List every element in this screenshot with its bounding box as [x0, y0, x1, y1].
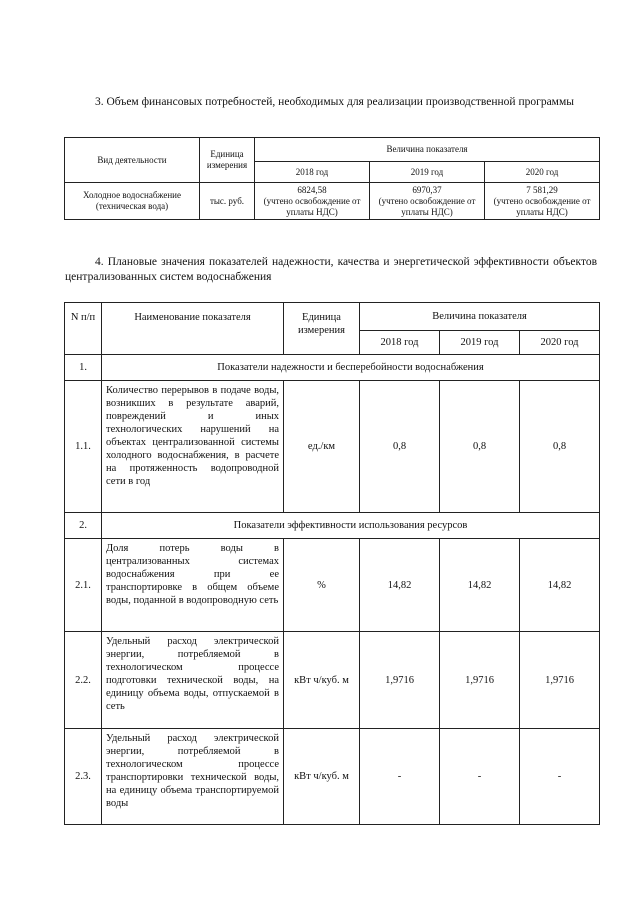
indicator-unit: ед./км: [284, 381, 360, 513]
indicator-value: 14,82: [440, 539, 520, 632]
header-year: 2020 год: [485, 162, 600, 183]
section-4-heading: 4. Плановые значения показателей надежности, качества и энергетической эффективности объектов централизованных систем водоснабжения: [65, 256, 597, 283]
indicator-name: Удельный расход электрической энергии, потребляемой в технологическом процессе транспортировки технической воды, на единицу объема транспортируемой воды: [102, 729, 284, 825]
section-3-heading: 3. Объем финансовых потребностей, необходимых для реализации производственной программы: [95, 96, 574, 108]
header-activity: Вид деятельности: [65, 138, 200, 183]
value-note: (учтено освобождение от уплаты НДС): [263, 195, 361, 217]
section-title: Показатели эффективности использования ресурсов: [102, 513, 600, 539]
header-year: 2018 год: [360, 331, 440, 355]
indicator-value: 14,82: [520, 539, 600, 632]
indicator-value: 1,9716: [360, 632, 440, 729]
section-num: 2.: [65, 513, 102, 539]
table-row: [65, 381, 600, 513]
indicator-unit: %: [284, 539, 360, 632]
table-row: [65, 729, 600, 825]
section-num: 1.: [65, 355, 102, 381]
indicator-name: Удельный расход электрической энергии, потребляемой в технологическом процессе подготовки технической воды, на единицу объема воды, отпускаемой в сеть: [102, 632, 284, 729]
header-value: Величина показателя: [255, 138, 600, 162]
indicator-value: -: [440, 729, 520, 825]
indicator-value: -: [360, 729, 440, 825]
value-amount: 6824,58: [297, 184, 327, 195]
indicator-unit: кВт ч/куб. м: [284, 729, 360, 825]
indicators-table: [64, 302, 600, 825]
section-title: Показатели надежности и бесперебойности водоснабжения: [102, 355, 600, 381]
header-unit: Единица измерения: [284, 303, 360, 355]
header-value: Величина показателя: [360, 303, 600, 331]
table-row: [65, 183, 600, 220]
value-cell: [255, 183, 370, 220]
header-unit: Единица измерения: [200, 138, 255, 183]
header-year: 2019 год: [370, 162, 485, 183]
indicator-value: 0,8: [440, 381, 520, 513]
row-num: 2.2.: [65, 632, 102, 729]
value-cell: [370, 183, 485, 220]
indicator-name: Доля потерь воды в централизованных системах водоснабжения при ее транспортировке в общем объеме воды, поданной в водопроводную сеть: [102, 539, 284, 632]
header-year: 2020 год: [520, 331, 600, 355]
row-num: 2.1.: [65, 539, 102, 632]
indicator-value: 1,9716: [440, 632, 520, 729]
indicator-value: 0,8: [360, 381, 440, 513]
indicator-name: Количество перерывов в подаче воды, возникших в результате аварий, повреждений и иных технологических нарушений на объектах централизованной системы холодного водоснабжения, в расчете на протяженность водопроводной сети в год: [102, 381, 284, 513]
indicator-unit: кВт ч/куб. м: [284, 632, 360, 729]
section-row: [65, 355, 600, 381]
header-year: 2019 год: [440, 331, 520, 355]
value-cell: [485, 183, 600, 220]
row-num: 2.3.: [65, 729, 102, 825]
financial-needs-table: [64, 137, 600, 220]
value-note: (учтено освобождение от уплаты НДС): [378, 195, 476, 217]
unit-cell: тыс. руб.: [200, 183, 255, 220]
table-row: [65, 632, 600, 729]
indicator-value: -: [520, 729, 600, 825]
value-amount: 7 581,29: [526, 184, 558, 195]
table-row: [65, 539, 600, 632]
indicator-value: 1,9716: [520, 632, 600, 729]
section-row: [65, 513, 600, 539]
indicator-value: 14,82: [360, 539, 440, 632]
row-num: 1.1.: [65, 381, 102, 513]
indicator-value: 0,8: [520, 381, 600, 513]
value-note: (учтено освобождение от уплаты НДС): [493, 195, 591, 217]
header-year: 2018 год: [255, 162, 370, 183]
header-num: N п/п: [65, 303, 102, 355]
header-name: Наименование показателя: [102, 303, 284, 355]
value-amount: 6970,37: [412, 184, 442, 195]
activity-cell: Холодное водоснабжение (техническая вода): [65, 183, 200, 220]
